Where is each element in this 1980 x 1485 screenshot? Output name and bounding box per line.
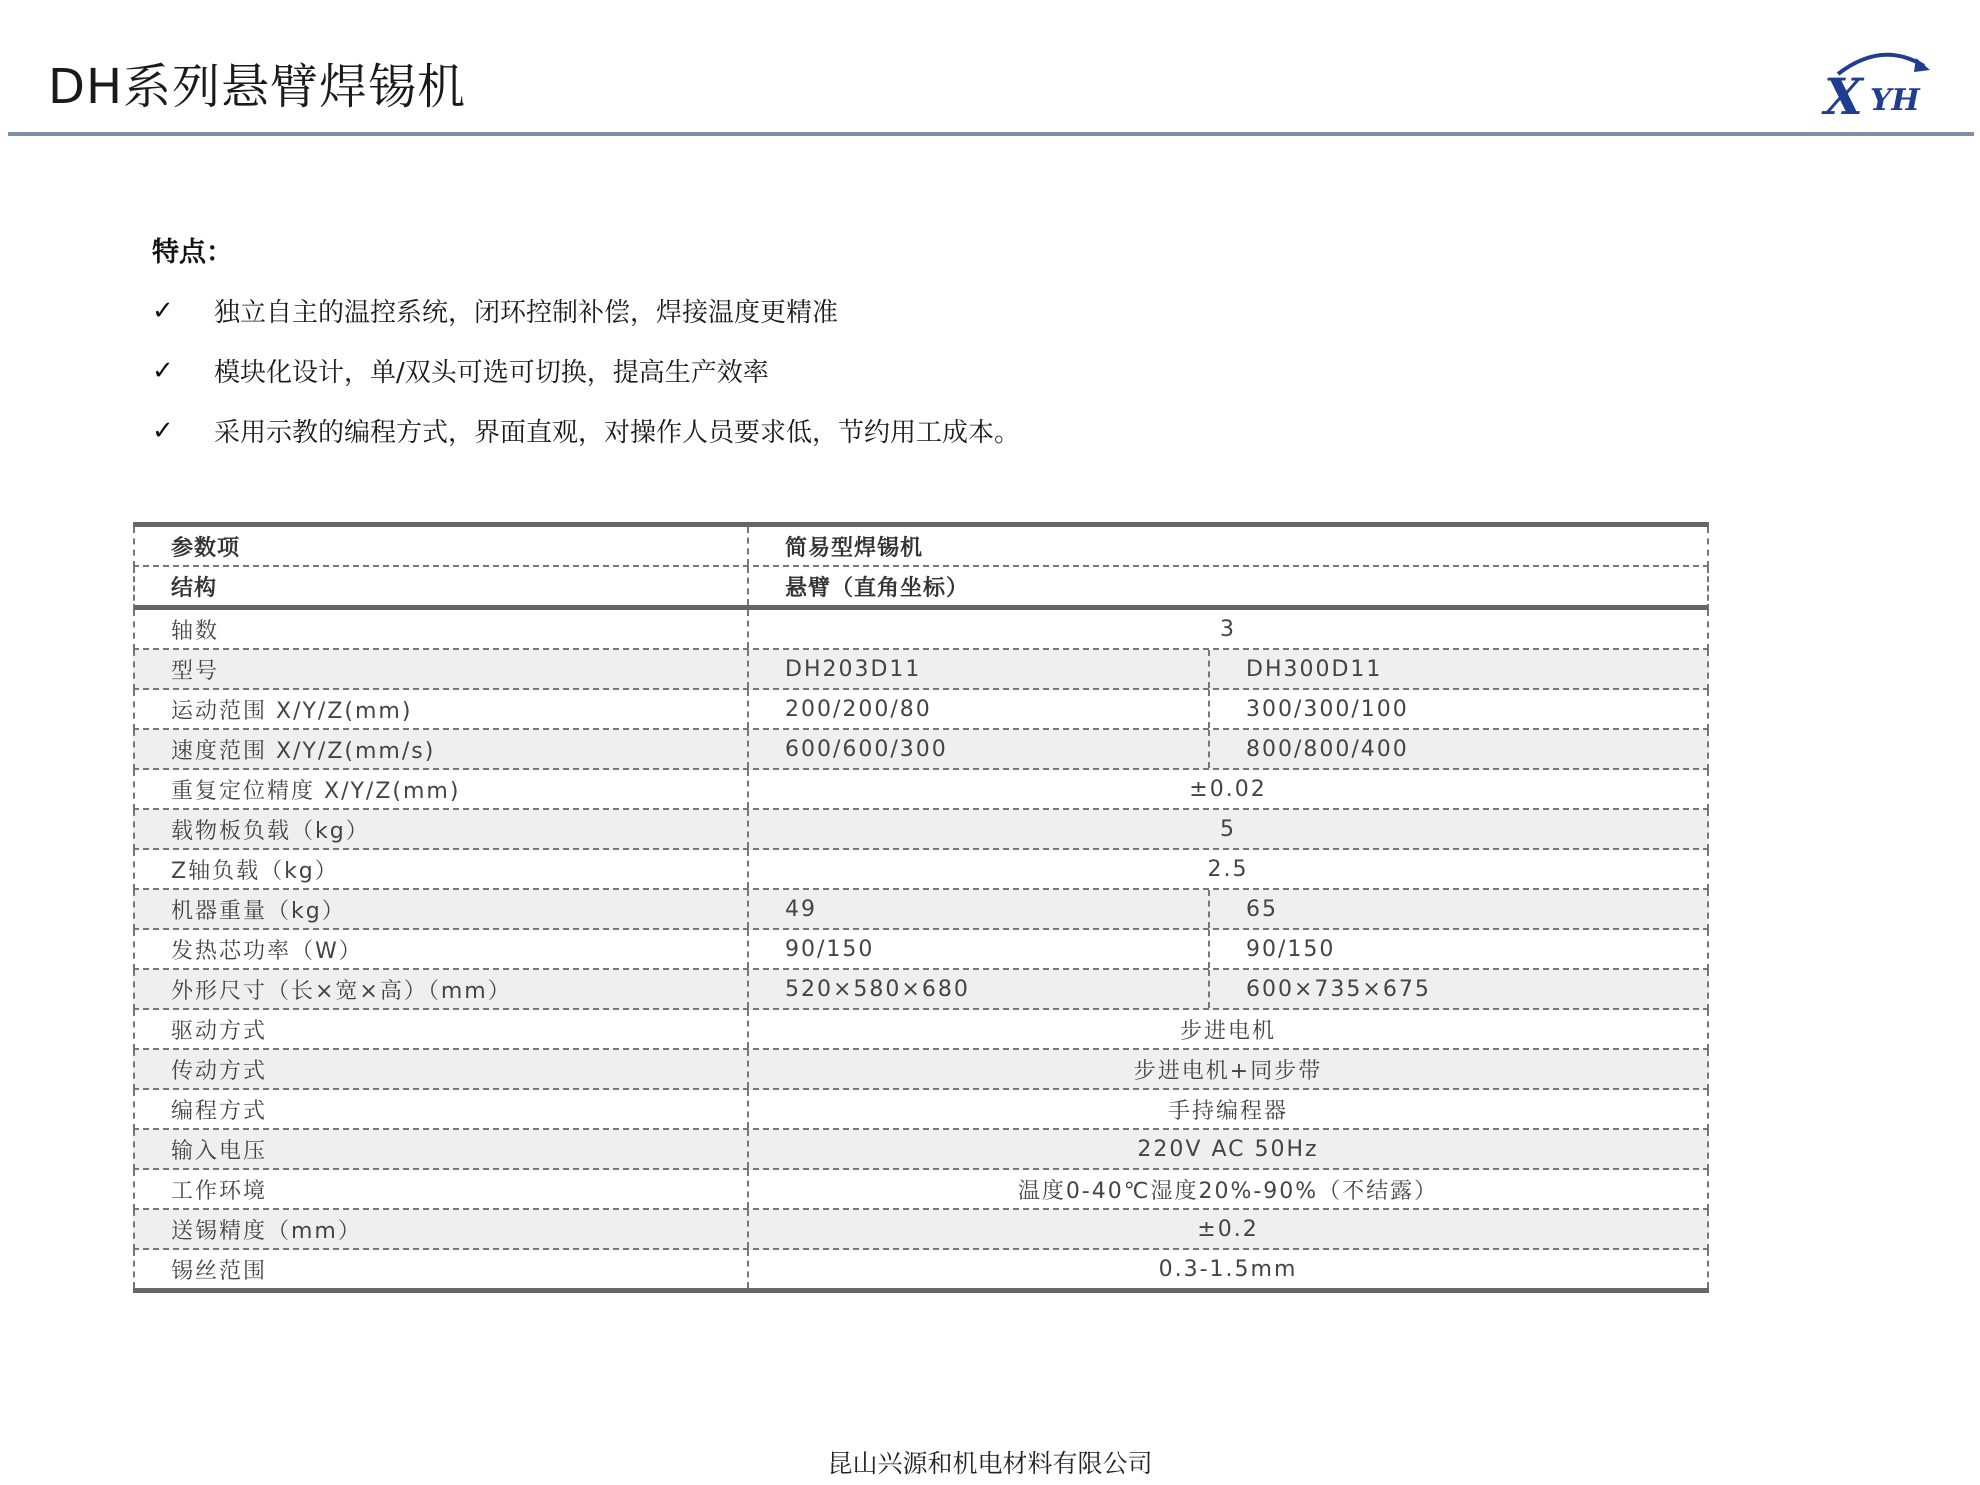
- param-cell: 运动范围 X/Y/Z(mm): [135, 690, 749, 728]
- value-cell-right: 800/800/400: [1246, 736, 1409, 762]
- value-cell: 3: [1220, 616, 1236, 642]
- table-row: [133, 850, 1709, 890]
- value-cell: 温度0-40℃湿度20%-90%（不结露）: [1017, 1178, 1439, 1204]
- table-row: [133, 690, 1709, 730]
- value-cell-left: 49: [749, 890, 1210, 928]
- param-cell: 发热芯功率（W）: [135, 930, 749, 968]
- table-row: [133, 770, 1709, 810]
- param-cell: 送锡精度（mm）: [135, 1210, 749, 1248]
- value-cell-right: 600×735×675: [1246, 976, 1431, 1002]
- value-cell-right: DH300D11: [1246, 656, 1383, 682]
- features-heading: 特点：: [152, 237, 233, 268]
- param-cell: 输入电压: [135, 1130, 749, 1168]
- param-cell: 编程方式: [135, 1090, 749, 1128]
- table-row: [133, 1170, 1709, 1210]
- value-cell: 220V AC 50Hz: [1137, 1136, 1319, 1162]
- table-header-row: [133, 527, 1709, 567]
- value-cell-right: 90/150: [1246, 936, 1336, 962]
- value-cell-right: 300/300/100: [1246, 696, 1409, 722]
- table-row: [133, 650, 1709, 690]
- value-cell: 步进电机: [1179, 1018, 1276, 1044]
- value-cell: 0.3-1.5mm: [1158, 1256, 1298, 1282]
- param-cell: 锡丝范围: [135, 1250, 749, 1288]
- param-cell: 外形尺寸（长×宽×高）（mm）: [135, 970, 749, 1008]
- table-row: [133, 730, 1709, 770]
- table-row: [133, 930, 1709, 970]
- value-cell-left: 520×580×680: [749, 970, 1210, 1008]
- feature-text: 采用示教的编程方式，界面直观，对操作人员要求低，节约用工成本。: [214, 418, 1021, 448]
- spec-table: [133, 522, 1709, 1293]
- value-header: 悬臂（直角坐标）: [785, 575, 970, 601]
- page-title: DH系列悬臂焊锡机: [48, 59, 467, 115]
- param-cell: 传动方式: [135, 1050, 749, 1088]
- feature-item: [152, 292, 838, 329]
- check-icon: ✓: [152, 355, 174, 386]
- value-cell: 5: [1220, 816, 1236, 842]
- param-header: 参数项: [135, 527, 749, 565]
- table-row: [133, 1010, 1709, 1050]
- param-cell: 型号: [135, 650, 749, 688]
- value-cell: 步进电机+同步带: [1133, 1058, 1323, 1084]
- feature-item: [152, 412, 1020, 449]
- feature-text: 独立自主的温控系统，闭环控制补偿，焊接温度更精准: [214, 298, 839, 328]
- table-row: [133, 1090, 1709, 1130]
- table-row: [133, 1050, 1709, 1090]
- table-row: [133, 810, 1709, 850]
- check-icon: ✓: [152, 295, 174, 326]
- param-cell: 机器重量（kg）: [135, 890, 749, 928]
- value-cell-left: DH203D11: [749, 650, 1210, 688]
- table-row: [133, 970, 1709, 1010]
- value-cell: ±0.02: [1189, 776, 1267, 802]
- table-header-row: [133, 567, 1709, 610]
- footer-company-name: 昆山兴源和机电材料有限公司: [827, 1449, 1153, 1478]
- value-header: 简易型焊锡机: [785, 535, 924, 561]
- feature-text: 模块化设计，单/双头可选可切换，提高生产效率: [214, 358, 769, 388]
- value-cell: 2.5: [1207, 856, 1249, 882]
- param-cell: 工作环境: [135, 1170, 749, 1208]
- param-cell: 重复定位精度 X/Y/Z(mm): [135, 770, 749, 808]
- param-header: 结构: [135, 567, 749, 605]
- table-row: [133, 1130, 1709, 1170]
- param-cell: Z轴负载（kg）: [135, 850, 749, 888]
- param-cell: 轴数: [135, 610, 749, 648]
- check-icon: ✓: [152, 415, 174, 446]
- table-row: [133, 890, 1709, 930]
- value-cell-right: 65: [1246, 896, 1278, 922]
- value-cell-left: 600/600/300: [749, 730, 1210, 768]
- value-cell-left: 90/150: [749, 930, 1210, 968]
- param-cell: 速度范围 X/Y/Z(mm/s): [135, 730, 749, 768]
- svg-text:YH: YH: [1870, 83, 1920, 118]
- svg-text:X: X: [1824, 67, 1863, 126]
- value-cell: ±0.2: [1197, 1216, 1259, 1242]
- value-cell: 手持编程器: [1167, 1098, 1288, 1124]
- company-logo: [1820, 44, 1944, 126]
- header-divider: [8, 132, 1974, 136]
- table-row: [133, 1250, 1709, 1288]
- param-cell: 驱动方式: [135, 1010, 749, 1048]
- feature-item: [152, 352, 769, 389]
- table-row: [133, 610, 1709, 650]
- param-cell: 载物板负载（kg）: [135, 810, 749, 848]
- table-row: [133, 1210, 1709, 1250]
- value-cell-left: 200/200/80: [749, 690, 1210, 728]
